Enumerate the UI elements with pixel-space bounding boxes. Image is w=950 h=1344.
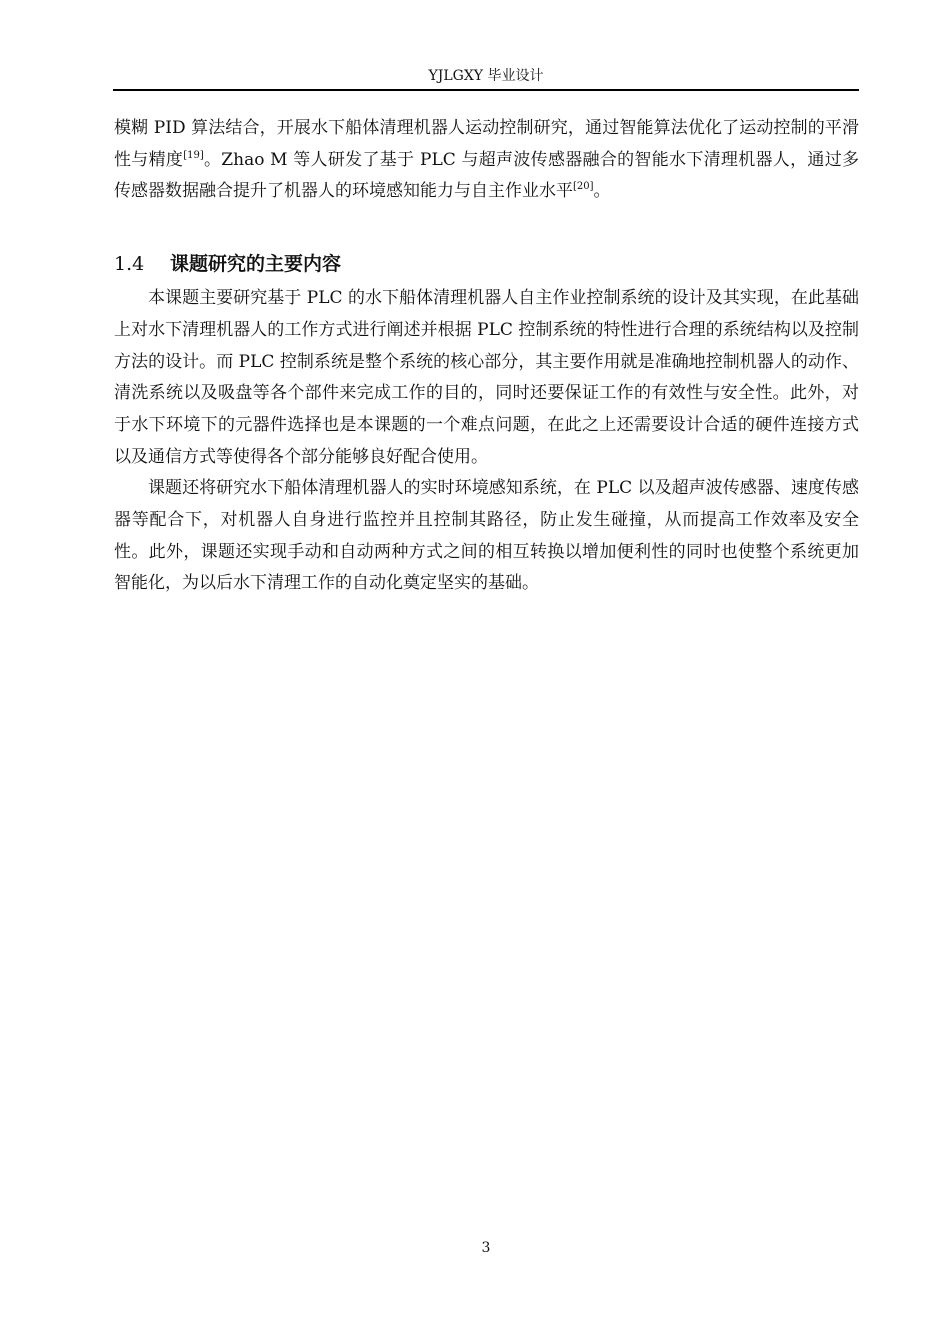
intro-text-2: 。Zhao M 等人研发了基于 PLC 与超声波传感器融合的智能水下清理机器人，通过多传感器数据融合提升了机器人的环境感知能力与自主作业水平 <box>114 149 859 202</box>
intro-text-1: 模糊 PID 算法结合，开展水下船体清理机器人运动控制研究，通过智能算法优化了运动控制的平滑性与精度 <box>114 118 859 170</box>
page-body <box>114 113 859 600</box>
header-rule <box>113 89 859 91</box>
section-title: 课题研究的主要内容 <box>170 253 342 276</box>
citation-20: [20] <box>573 181 594 193</box>
content-paragraph-2: 课题还将研究水下船体清理机器人的实时环境感知系统，在 PLC 以及超声波传感器、速度传感器等配合下，对机器人自身进行监控并且控制其路径，防止发生碰撞，从而提高工作效率及安全性。此外，课题还实现手动和自动两种方式之间的相互转换以增加便利性的同时也使整个系统更加智能化，为以后水下清理工作的自动化奠定坚实的基础。 <box>114 478 859 594</box>
intro-text-3: 。 <box>593 181 611 202</box>
page-header: YJLGXY 毕业设计 <box>428 68 544 84</box>
section-heading <box>114 250 859 278</box>
page-number: 3 <box>481 1240 491 1256</box>
intro-paragraph <box>114 113 859 208</box>
content-paragraph-1: 本课题主要研究基于 PLC 的水下船体清理机器人自主作业控制系统的设计及其实现，在此基础上对水下清理机器人的工作方式进行阐述并根据 PLC 控制系统的特性进行合理的系统结构以及控制方法的设计。而 PLC 控制系统是整个系统的核心部分，其主要作用就是准确地控制机器人的动作、清洗系统以及吸盘等各个部件来完成工作的目的，同时还要保证工作的有效性与安全性。此外，对于水下环境下的元器件选择也是本课题的一个难点问题，在此之上还需要设计合适的硬件连接方式以及通信方式等使得各个部分能够良好配合使用。 <box>114 288 859 467</box>
section-number: 1.4 <box>114 253 145 276</box>
citation-19: [19] <box>183 149 204 161</box>
